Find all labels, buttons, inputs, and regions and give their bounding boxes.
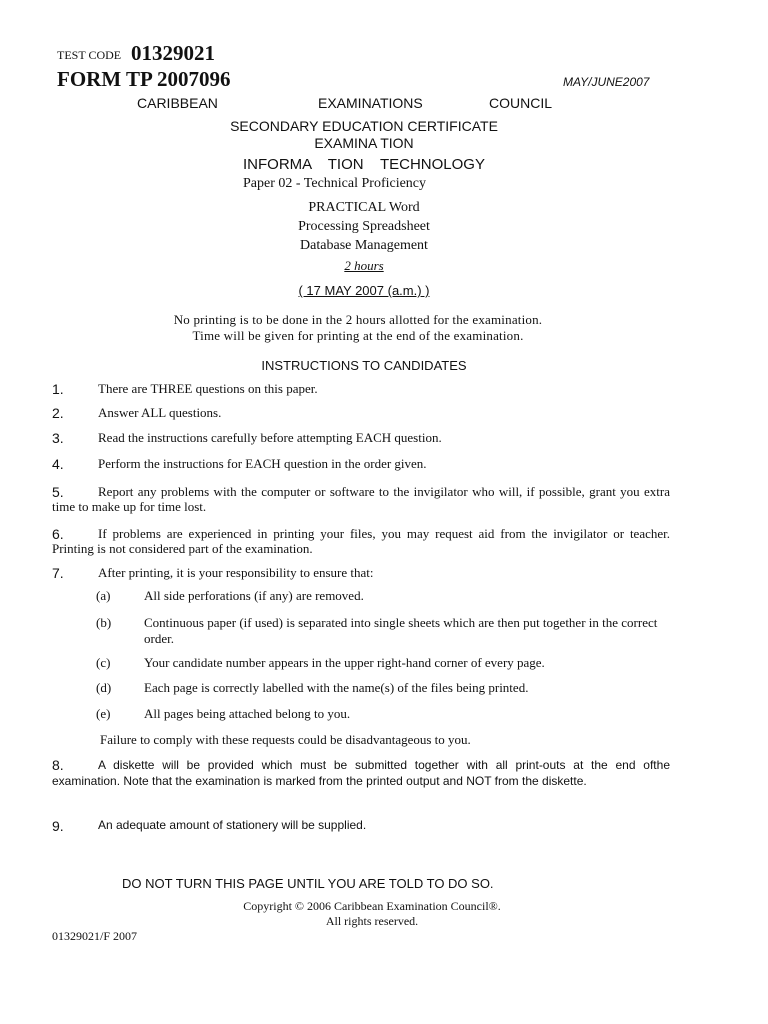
sub-item — [96, 615, 671, 647]
council-word-caribbean: CARIBBEAN — [137, 95, 218, 111]
instruction-item — [52, 456, 670, 471]
instruction-item — [52, 757, 670, 789]
instruction-text: Read the instructions carefully before attempting EACH question. — [98, 430, 442, 445]
instruction-number: 6. — [52, 526, 64, 542]
paper-title: Paper 02 - Technical Proficiency — [243, 176, 427, 191]
council-word-examinations: EXAMINATIONS — [318, 95, 423, 111]
instruction-text: If problems are experienced in printing your files, you may request aid from the invigilator or teacher. Printing is not considered part of the examination. — [52, 526, 670, 556]
sub-item-label: (b) — [96, 615, 112, 630]
instruction-item — [52, 484, 670, 514]
sub-item-text: All side perforations (if any) are removed. — [144, 588, 364, 603]
sub-item-text: Continuous paper (if used) is separated into single sheets which are then put together in the correct order. — [144, 615, 658, 646]
notice-line-2: Time will be given for printing at the end of the examination. — [192, 328, 524, 343]
sub-item-text: All pages being attached belong to you. — [144, 706, 351, 721]
exam-session: MAY/JUNE2007 — [563, 75, 650, 89]
instruction-item — [52, 565, 670, 580]
duration: 2 hours — [344, 258, 384, 273]
sub-item-label: (c) — [96, 655, 111, 670]
exam-date: ( 17 MAY 2007 (a.m.) ) — [298, 283, 430, 298]
test-code-label: TEST CODE — [57, 48, 122, 62]
instruction-text: Report any problems with the computer or software to the invigilator who will, if possible, grant you extra time to make up for time lost. — [52, 484, 670, 514]
examination-title: EXAMINA TION — [314, 135, 414, 151]
instruction-text: After printing, it is your responsibility to ensure that: — [98, 565, 374, 580]
practical-line: PRACTICAL Word — [308, 200, 420, 215]
instruction-text: Answer ALL questions. — [98, 405, 222, 420]
instruction-item — [52, 381, 670, 396]
subject-title: INFORMA TION TECHNOLOGY — [243, 156, 485, 173]
sub-item-label: (a) — [96, 588, 111, 603]
instruction-text: An adequate amount of stationery will be supplied. — [98, 818, 367, 832]
instruction-number: 5. — [52, 484, 64, 500]
instruction-number: 2. — [52, 405, 64, 421]
copyright: Copyright © 2006 Caribbean Examination Council®. — [243, 899, 501, 913]
instruction-text: There are THREE questions on this paper. — [98, 381, 318, 396]
instruction-number: 9. — [52, 818, 64, 834]
instruction-item — [52, 818, 670, 833]
sub-item — [96, 706, 671, 722]
footer-code: 01329021/F 2007 — [52, 929, 138, 943]
sub-item — [96, 655, 671, 671]
sub-item — [96, 680, 671, 696]
sub-item-text: Each page is correctly labelled with the name(s) of the files being printed. — [144, 680, 529, 695]
sub-item-text: Your candidate number appears in the upper right-hand corner of every page. — [144, 655, 545, 670]
instruction-number: 4. — [52, 456, 64, 472]
form-number: FORM TP 2007096 — [57, 67, 231, 91]
processing-line: Processing Spreadsheet — [298, 219, 430, 234]
test-code: 01329021 — [131, 41, 215, 65]
council-word-council: COUNCIL — [489, 95, 553, 111]
instruction-number: 3. — [52, 430, 64, 446]
instruction-text: Perform the instructions for EACH question in the order given. — [98, 456, 427, 471]
instruction-number: 1. — [52, 381, 64, 397]
instruction-item — [52, 430, 670, 445]
do-not-turn-notice: DO NOT TURN THIS PAGE UNTIL YOU ARE TOLD TO DO SO. — [122, 876, 494, 891]
database-line: Database Management — [300, 238, 428, 253]
rights-reserved: All rights reserved. — [325, 914, 419, 928]
failure-note: Failure to comply with these requests could be disadvantageous to you. — [100, 732, 471, 747]
sub-item-label: (e) — [96, 706, 111, 721]
instruction-number: 8. — [52, 757, 64, 773]
instruction-item — [52, 405, 670, 420]
instructions-heading: INSTRUCTIONS TO CANDIDATES — [261, 358, 467, 373]
instruction-number: 7. — [52, 565, 64, 581]
instruction-item — [52, 526, 670, 556]
notice-line-1: No printing is to be done in the 2 hours allotted for the examination. — [173, 312, 543, 327]
certificate-title: SECONDARY EDUCATION CERTIFICATE — [230, 118, 498, 134]
sub-item-label: (d) — [96, 680, 112, 695]
sub-item — [96, 588, 671, 604]
instruction-text: A diskette will be provided which must be submitted together with all print-outs at the end ofthe examination. Note that the examination is marked from the printed output and NOT from the diskette. — [52, 758, 670, 788]
